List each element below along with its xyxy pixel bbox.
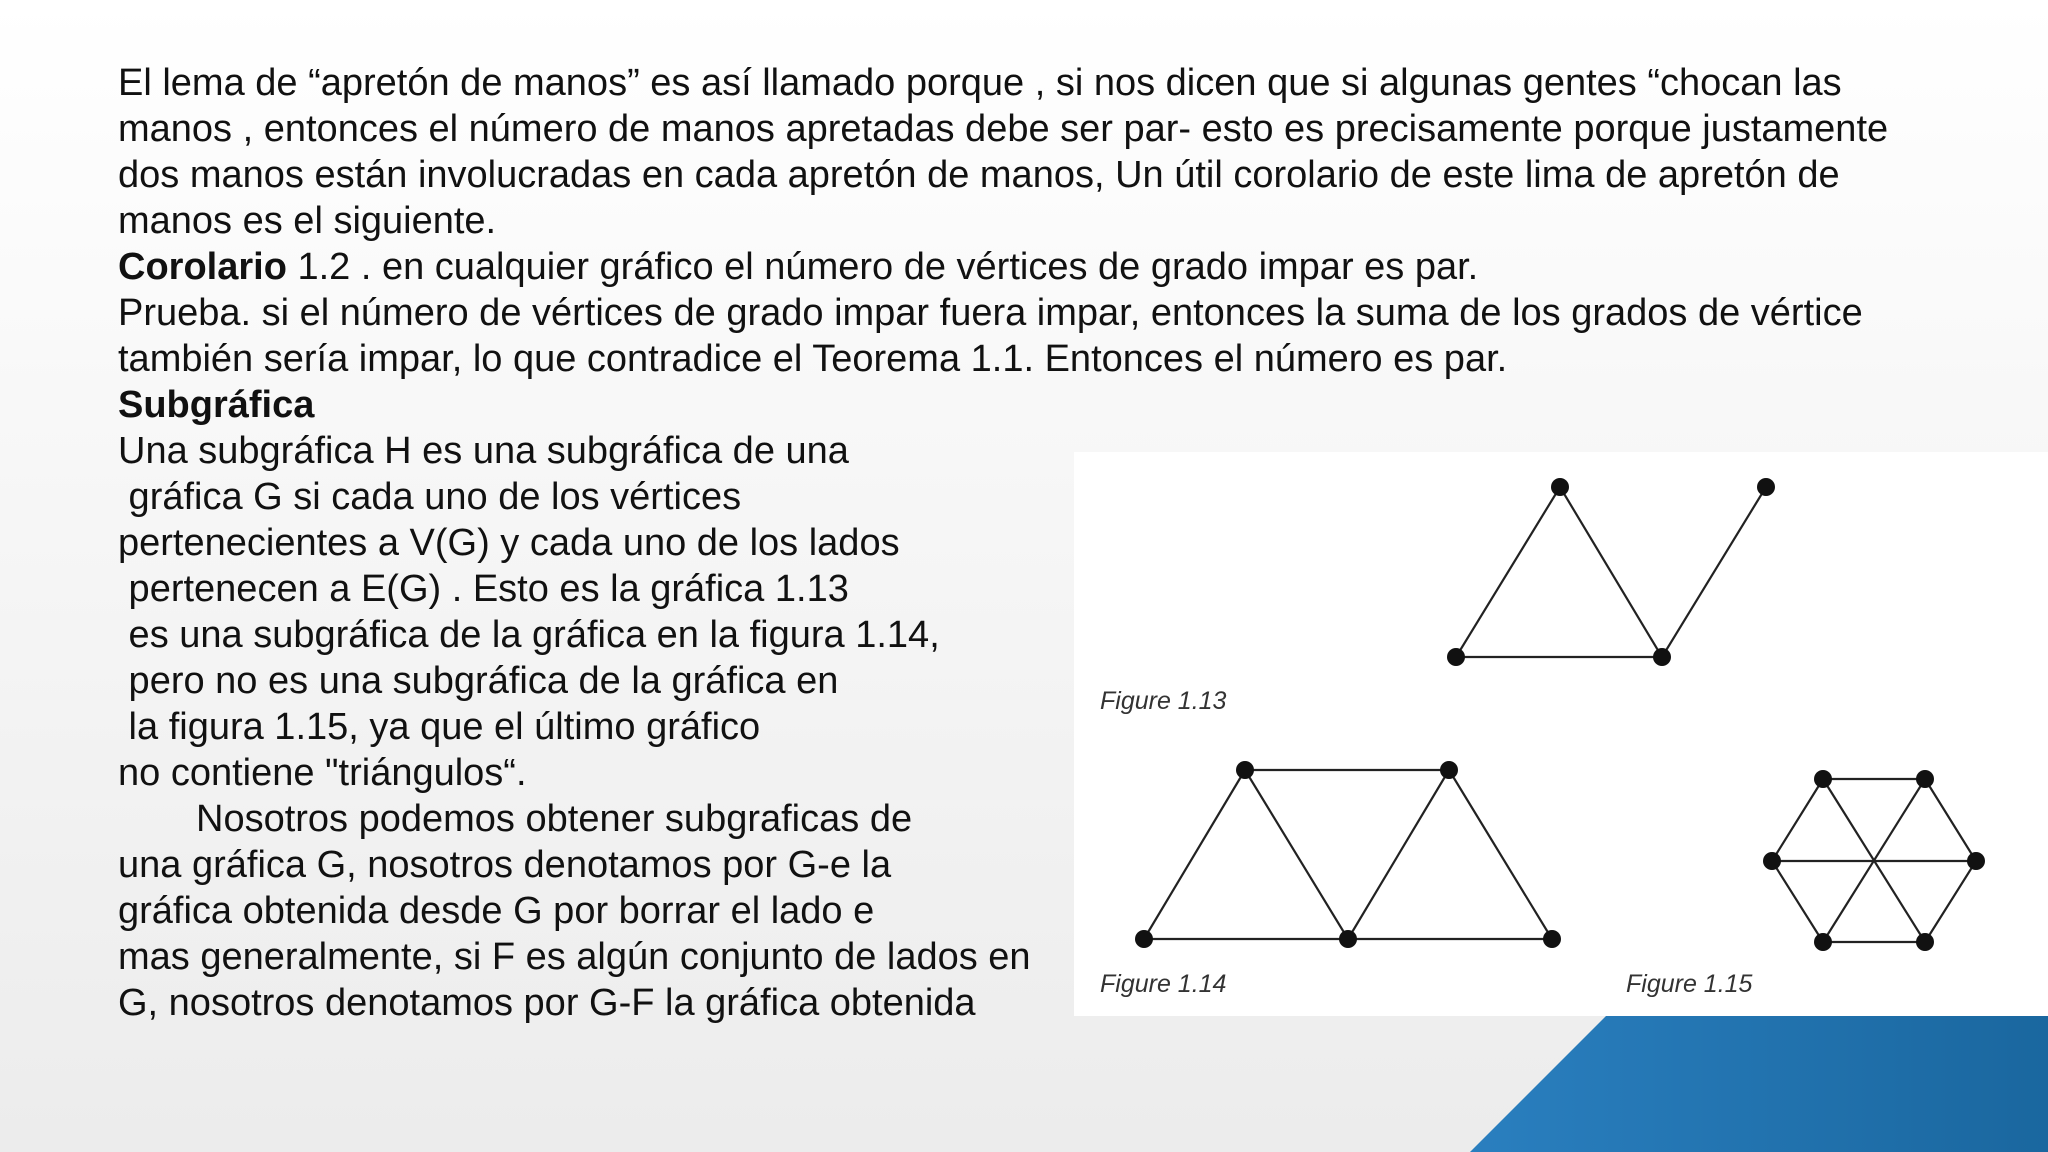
text-line: pertenecientes a V(G) y cada uno de los lados [118, 522, 900, 564]
text-line: la figura 1.15, ya que el último gráfico [118, 706, 761, 748]
figure-1-15-caption: Figure 1.15 [1626, 970, 1753, 998]
figure-1-14-graph [1144, 770, 1552, 939]
figure-1-13-graph [1456, 487, 1766, 657]
text-line: gráfica G si cada uno de los vértices [118, 476, 742, 518]
text-line: pertenecen a E(G) . Esto es la gráfica 1.13 [118, 568, 849, 610]
text-line: pero no es una subgráfica de la gráfica en [118, 660, 839, 702]
text-line: una gráfica G, nosotros denotamos por G-e la [118, 844, 892, 886]
figure-1-13-caption: Figure 1.13 [1100, 687, 1227, 715]
corollary-line [118, 244, 1948, 290]
intro-text-block [118, 60, 1948, 428]
text-line: Nosotros podemos obtener subgraficas de [196, 798, 913, 840]
text-line: mas generalmente, si F es algún conjunto de lados en [118, 936, 1031, 978]
figures-panel [1074, 452, 2048, 1016]
section-heading: Subgráfica [118, 384, 315, 426]
corollary-text: 1.2 . en cualquier gráfico el número de vértices de grado impar es par. [286, 246, 1479, 288]
figure-1-15-graph [1772, 779, 1976, 942]
text-line: no contiene "triángulos“. [118, 752, 527, 794]
proof-paragraph: Prueba. si el número de vértices de grado impar fuera impar, entonces la suma de los grados de vértice también sería impar, lo que contradice el Teorema 1.1. Entonces el número es par. [118, 292, 1863, 380]
corollary-label: Corolario [118, 246, 287, 288]
graph-figures [1074, 452, 2048, 1016]
text-line: gráfica obtenida desde G por borrar el lado e [118, 890, 875, 932]
text-line: es una subgráfica de la gráfica en la figura 1.14, [118, 614, 940, 656]
text-line: Una subgráfica H es una subgráfica de una [118, 430, 849, 472]
handshake-paragraph: El lema de “apretón de manos” es así llamado porque , si nos dicen que si algunas gentes “chocan las manos , entonces el número de manos apretadas debe ser par- esto es precisamente porque justamente dos manos están involucradas en cada apretón de manos, Un útil corolario de este lima de apretón de manos es el siguiente. [118, 62, 1889, 242]
figure-1-14-caption: Figure 1.14 [1100, 970, 1227, 998]
figure-1-14-vertices [1135, 761, 1561, 948]
subgraph-text-block [118, 428, 1078, 1026]
text-line: G, nosotros denotamos por G-F la gráfica obtenida [118, 982, 976, 1024]
